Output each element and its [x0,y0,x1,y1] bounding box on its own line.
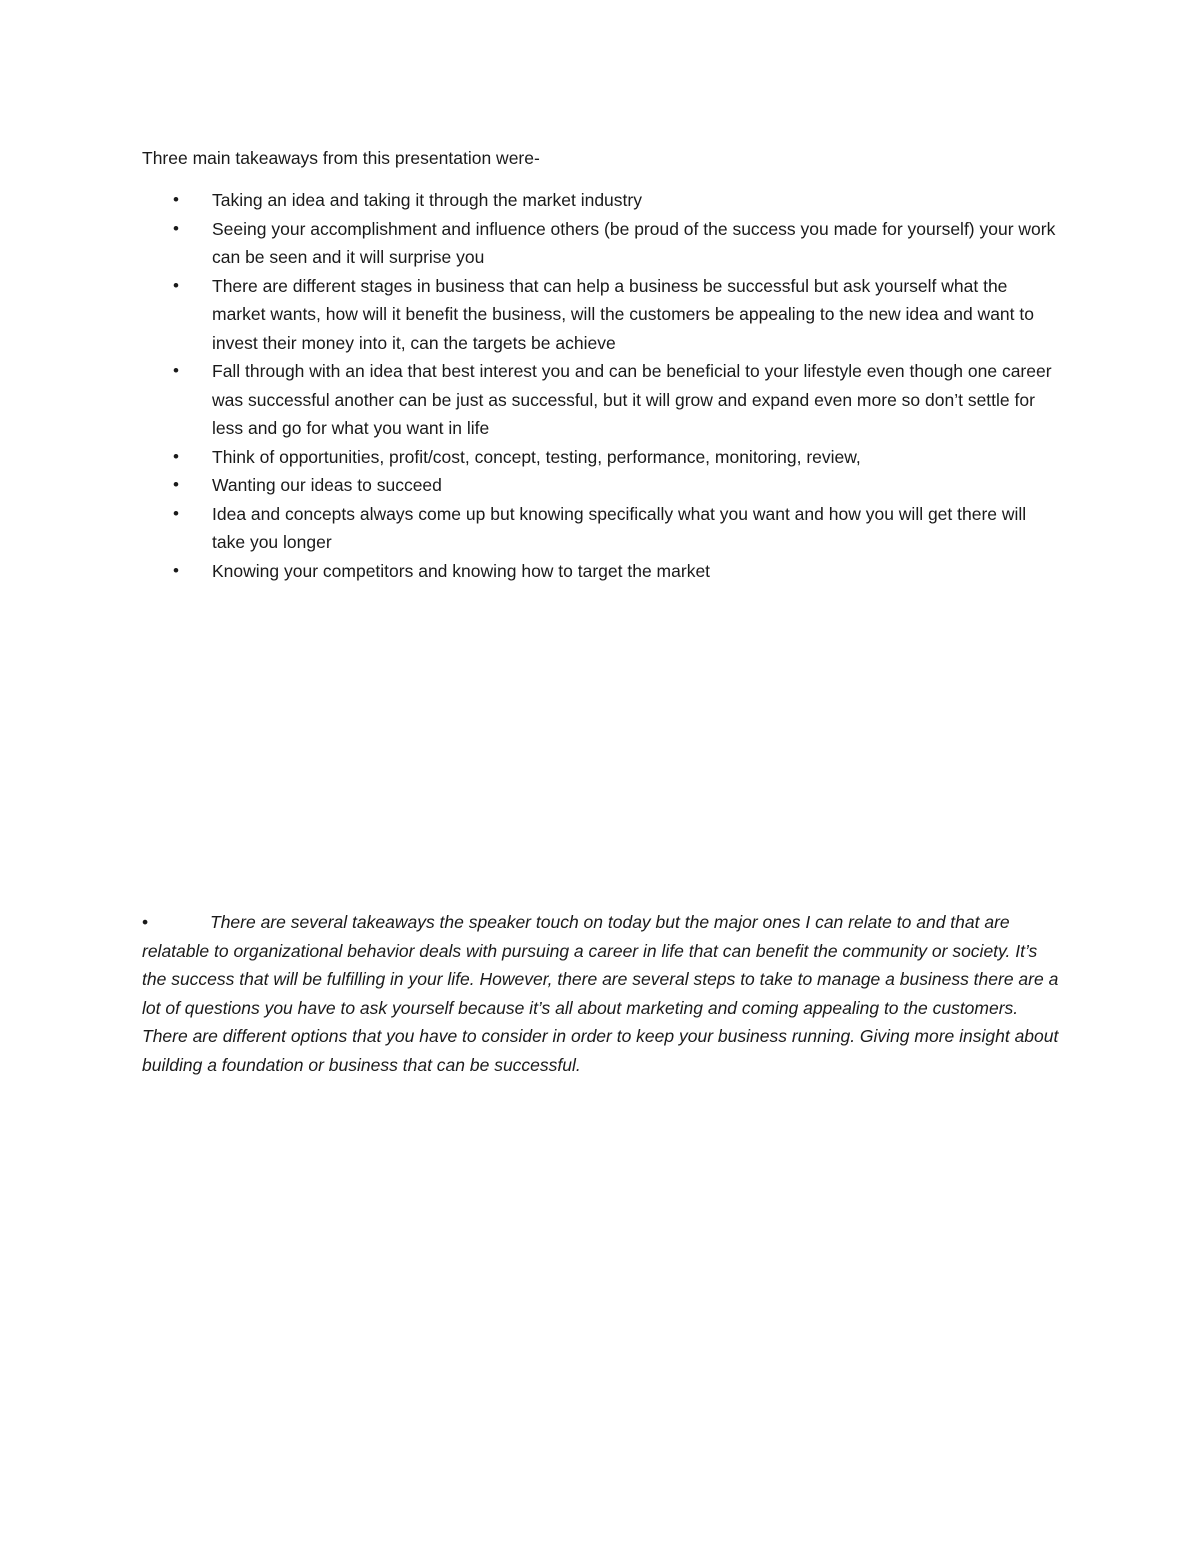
summary-paragraph [142,908,1062,1079]
list-item [142,215,1062,272]
takeaway-text: Knowing your competitors and knowing how to target the market [212,560,711,581]
summary-text: There are several takeaways the speaker touch on today but the major ones I can relate to and that are relatable to organizational behavior deals with pursuing a career in life that can benefit the community or society. It’s the success that will be fulfilling in your life. However, there are several steps to take to manage a business there are a lot of questions you have to ask yourself because it’s all about marketing and coming appealing to the customers. There are different options that you have to consider in order to keep your business running. Giving more insight about building a foundation or business that can be successful. [142,912,1059,1075]
takeaway-text: Think of opportunities, profit/cost, concept, testing, performance, monitoring, review, [212,446,861,467]
list-item [142,471,1062,500]
list-item [142,186,1062,215]
bullet-icon: • [173,475,179,494]
list-item [142,443,1062,472]
list-item [142,557,1062,586]
list-item [142,500,1062,557]
bullet-icon: • [173,218,179,238]
list-item [142,272,1062,358]
bullet-icon: • [173,503,179,523]
intro-text: Three main takeaways from this presentation were- [142,148,540,168]
bullet-icon: • [173,275,179,295]
takeaway-text: Fall through with an idea that best interest you and can be beneficial to your lifestyle even though one career was successful another can be just as successful, but it will grow and expand even more so don’t settle for less and go for what you want in life [212,361,1052,438]
bullet-icon: • [173,446,179,466]
takeaway-text: Seeing your accomplishment and influence others (be proud of the success you made for yourself) your work can be seen and it will surprise you [212,218,1056,267]
bullet-icon: • [173,361,179,380]
takeaway-text: Taking an idea and taking it through the market industry [212,190,642,210]
bullet-icon: • [142,912,149,932]
takeaways-list [142,186,1062,585]
takeaway-text: Wanting our ideas to succeed [212,475,442,495]
bullet-icon: • [173,560,179,580]
takeaway-text: There are different stages in business that can help a business be successful but ask yourself what the market wants, how will it benefit the business, will the customers be appealing to the new idea and want to invest their money into it, can the targets be achieve [212,275,1034,353]
bullet-icon: • [173,190,179,209]
list-item [142,357,1062,443]
takeaway-text: Idea and concepts always come up but knowing specifically what you want and how you will get there will take you longer [212,503,1027,552]
